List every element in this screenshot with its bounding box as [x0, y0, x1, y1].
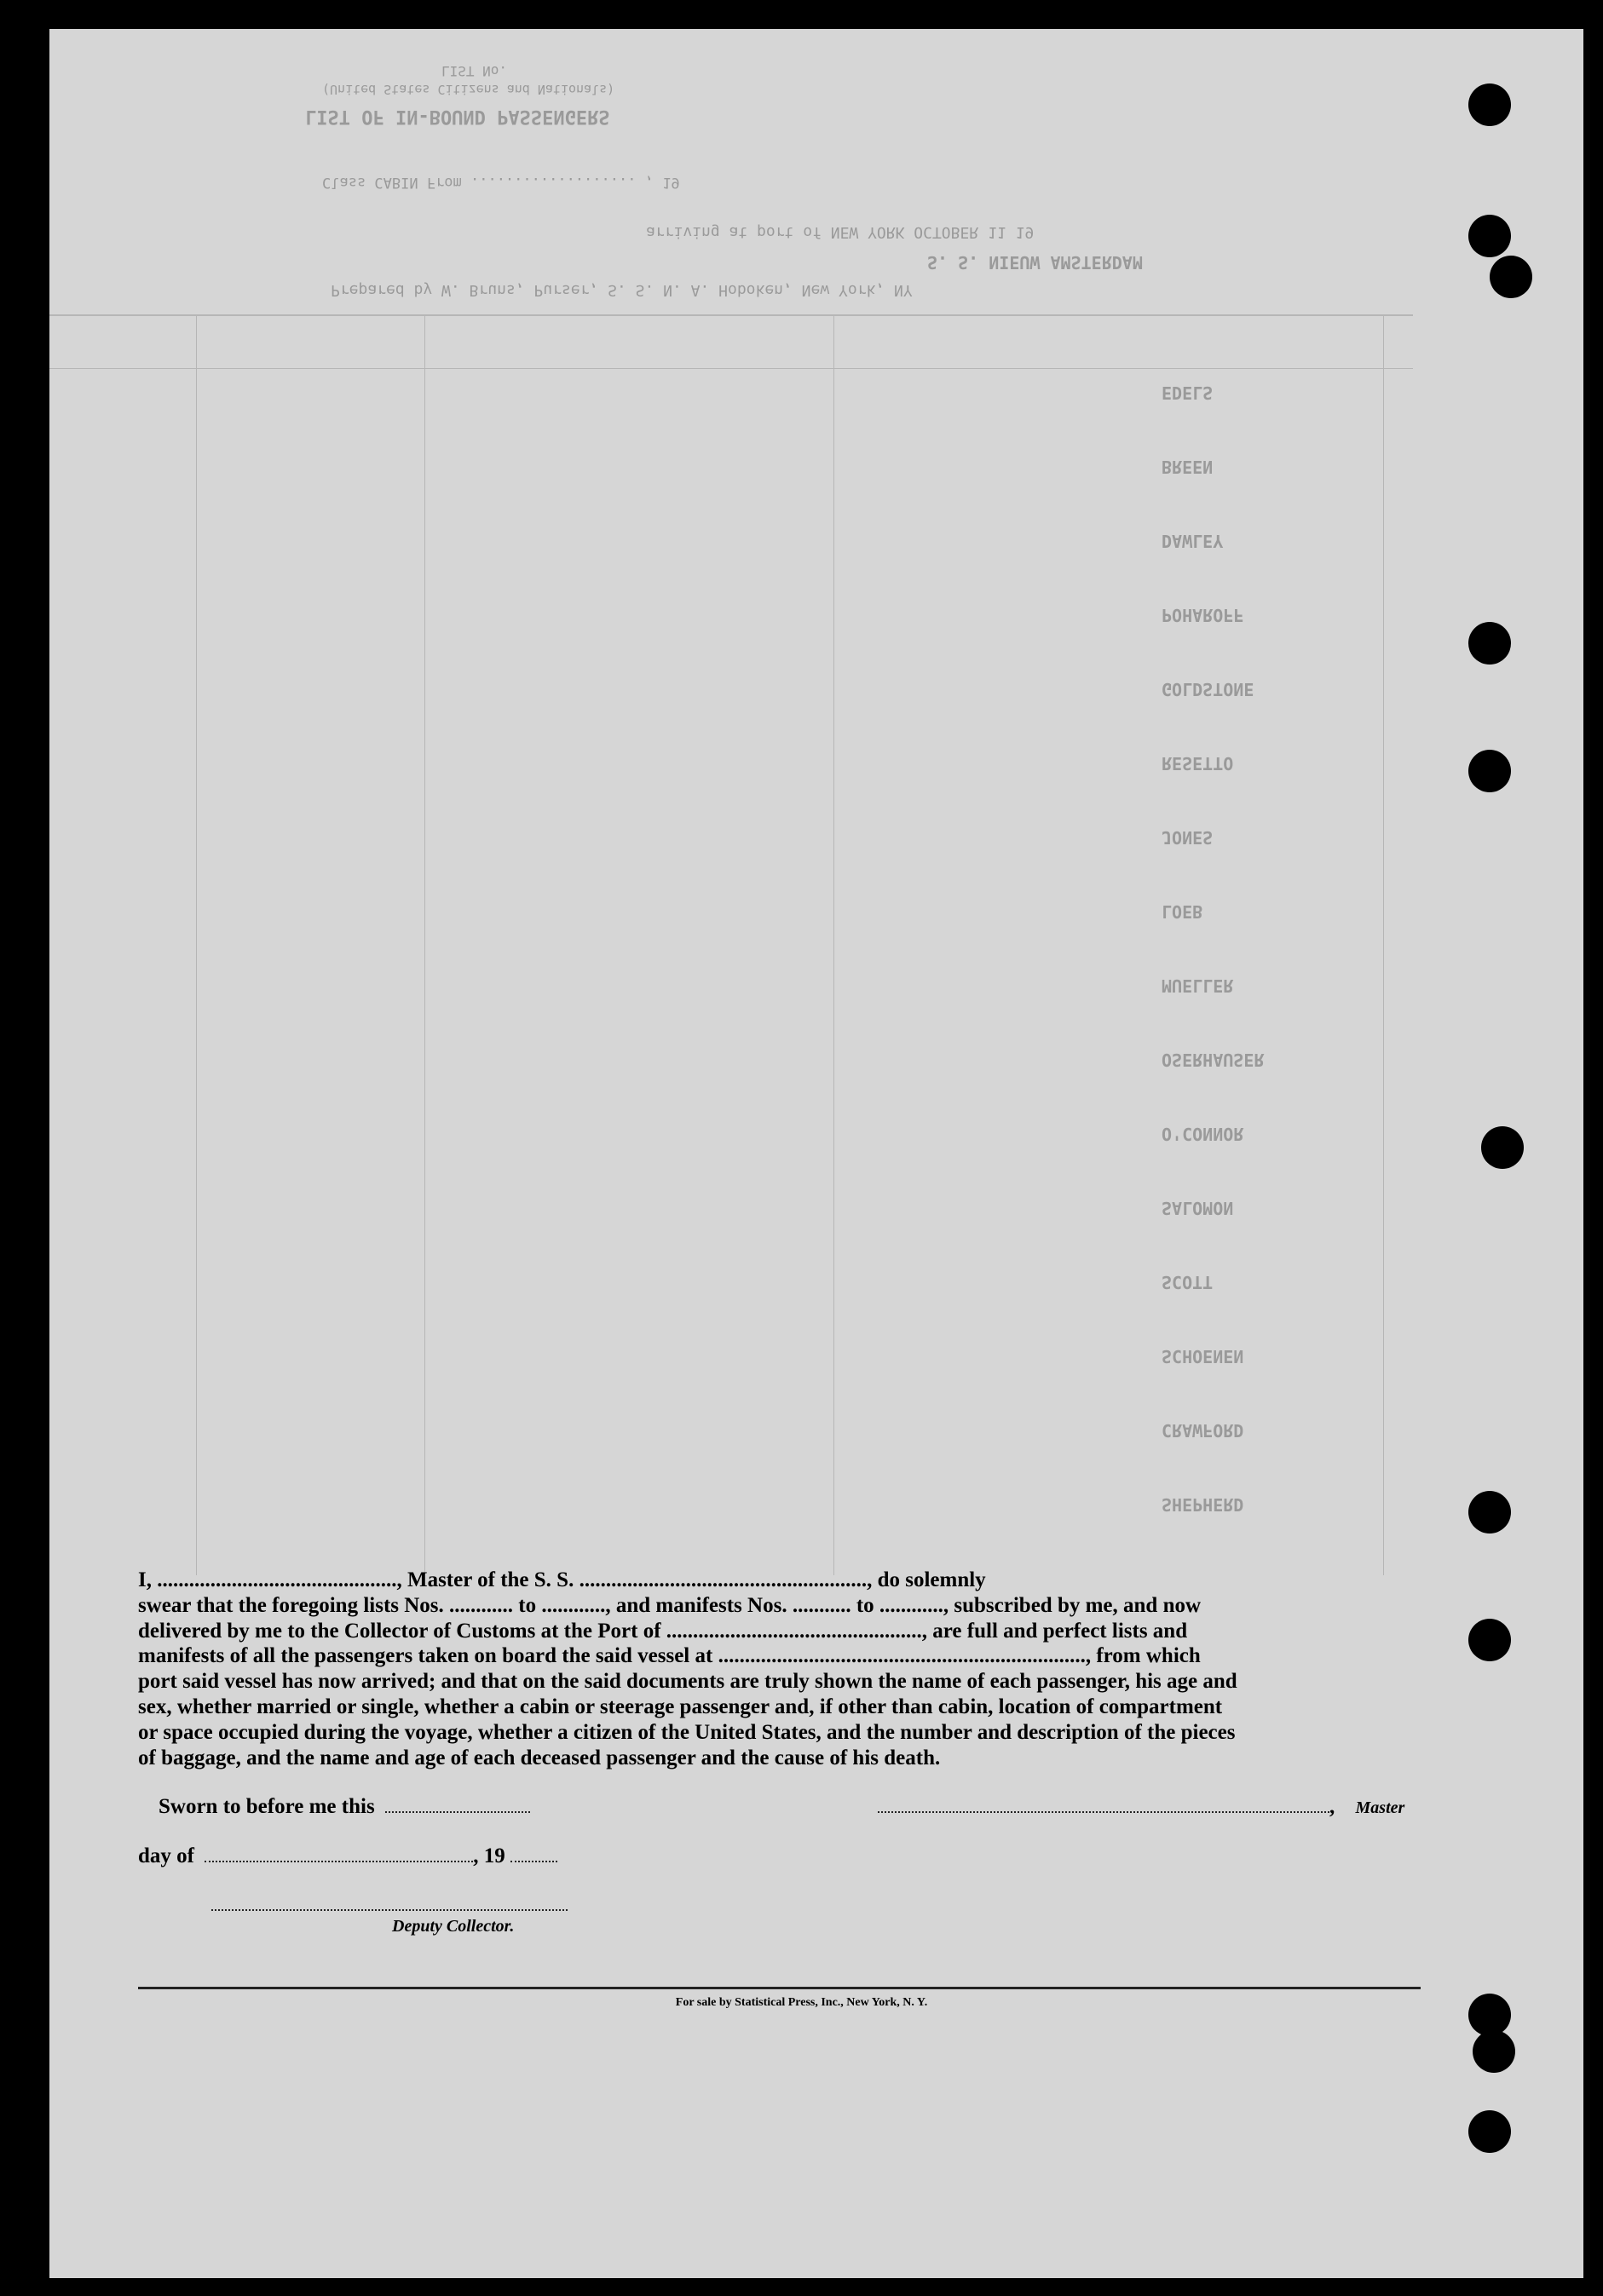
ghost-passenger-name: JONES — [1162, 827, 1214, 848]
oath-line: sex, whether married or single, whether a cabin or steerage passenger and, if other than cabin, location of compartment — [138, 1695, 1223, 1718]
master-signature-blank[interactable] — [878, 1796, 1329, 1813]
binder-hole — [1468, 2110, 1511, 2153]
binder-hole — [1468, 1491, 1511, 1534]
oath-line: manifests of all the passengers taken on board the said vessel at ....................................................................., from which — [138, 1644, 1201, 1668]
ghost-col-3 — [833, 314, 834, 1575]
ghost-list-no: LIST No. — [441, 63, 508, 79]
day-of-line — [138, 1844, 557, 1868]
oath-line: delivered by me to the Collector of Customs at the Port of ................................................, are full and perfect lists and — [138, 1619, 1188, 1643]
binder-hole — [1490, 256, 1532, 298]
oath-line: of baggage, and the name and age of each deceased passenger and the cause of his death. — [138, 1746, 941, 1769]
ghost-subtitle: (United States Citizens and Nationals) — [322, 82, 615, 97]
deputy-signature-line — [211, 1893, 568, 1917]
ghost-passenger-name: BREEN — [1162, 457, 1214, 477]
binder-hole — [1468, 622, 1511, 665]
ghost-vessel: S. S. NIEUW AMSTERDAM — [927, 252, 1143, 273]
ghost-passenger-name: RESETTO — [1162, 753, 1234, 774]
deputy-collector-label: Deputy Collector. — [392, 1917, 515, 1936]
master-label: Master — [1355, 1798, 1405, 1817]
ghost-passenger-name: LOEB — [1162, 901, 1203, 922]
ghost-passenger-name: SHEPHERD — [1162, 1494, 1244, 1515]
oath-line: or space occupied during the voyage, whether a citizen of the United States, and the number and description of the pieces — [138, 1720, 1236, 1744]
ghost-table-top — [49, 314, 1413, 316]
ghost-passenger-name: SCOTT — [1162, 1272, 1214, 1292]
sworn-date-blank[interactable] — [385, 1796, 530, 1813]
ghost-header-rule — [49, 368, 1413, 369]
binder-hole — [1473, 2030, 1515, 2073]
ghost-col-4 — [1383, 314, 1384, 1575]
oath-line: I, ............................................., Master of the S. S. ......................................................, do solemnly — [138, 1568, 986, 1591]
master-signature-line: , Master — [878, 1795, 1404, 1819]
ghost-passenger-name: SALOMON — [1162, 1198, 1234, 1218]
ghost-passenger-name: GOLDSTONE — [1162, 679, 1254, 699]
year-blank[interactable] — [510, 1845, 557, 1862]
ghost-title: LIST OF IN-BOUND PASSENGERS — [305, 106, 610, 127]
binder-hole — [1468, 750, 1511, 792]
oath-line: swear that the foregoing lists Nos. ............ to ............, and manifests Nos. ........... to ............, subscribed by me, and now — [138, 1593, 1202, 1617]
ghost-passenger-name: CRAWFORD — [1162, 1420, 1244, 1441]
ghost-col-1 — [196, 314, 197, 1575]
ghost-passenger-name: OSERHAUSER — [1162, 1050, 1265, 1070]
master-oath-paragraph — [138, 1568, 1425, 1770]
ghost-prepared: Prepared by W. Bruns, Purser, S. S. N. A. Hoboken, New York, NY — [331, 281, 913, 299]
oath-line: port said vessel has now arrived; and that on the said documents are truly shown the name of each passenger, his age and — [138, 1670, 1237, 1694]
footer-rule — [138, 1987, 1421, 1989]
ghost-col-2 — [424, 314, 425, 1575]
sworn-text: Sworn to before me this — [159, 1795, 375, 1818]
ghost-passenger-name: DAWLEY — [1162, 531, 1224, 551]
sworn-label — [159, 1795, 530, 1819]
binder-hole — [1468, 1619, 1511, 1661]
binder-hole — [1481, 1126, 1524, 1169]
ghost-arriving: arriving at port of NEW YORK OCTOBER 11 19 — [646, 223, 1035, 241]
ghost-class-line: Class CABIN From ................... , 19 — [322, 174, 680, 191]
day-of-blank[interactable] — [205, 1845, 473, 1862]
binder-hole — [1468, 215, 1511, 257]
ghost-passenger-name: MUELLER — [1162, 975, 1234, 996]
ghost-passenger-name: POHAROFF — [1162, 605, 1244, 625]
ghost-passenger-name: SCHOENEN — [1162, 1346, 1244, 1367]
ghost-passenger-name: EDELS — [1162, 383, 1214, 403]
manifest-sheet — [49, 29, 1583, 2278]
binder-hole — [1468, 83, 1511, 126]
year-prefix: , 19 — [473, 1844, 505, 1867]
day-of-text: day of — [138, 1844, 194, 1867]
deputy-signature-blank[interactable] — [211, 1894, 568, 1911]
printer-footer: For sale by Statistical Press, Inc., New York, N. Y. — [675, 1996, 928, 2009]
ghost-passenger-name: O'CONNOR — [1162, 1124, 1244, 1144]
